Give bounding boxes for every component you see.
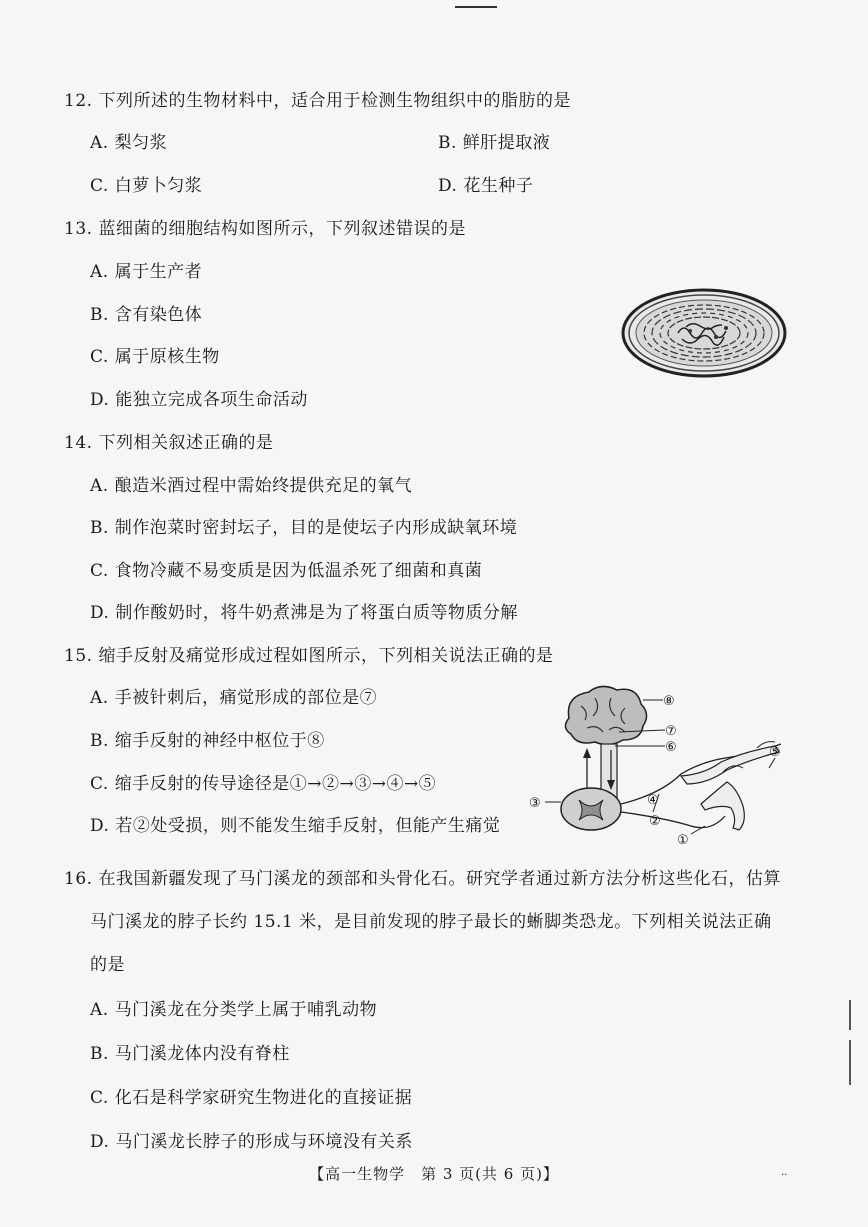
label-5: ⑤: [769, 745, 781, 760]
top-edge-mark: [455, 0, 497, 8]
question-14-option-b: B. 制作泡菜时密封坛子，目的是使坛子内形成缺氧环境: [90, 518, 518, 538]
reflex-arc-diagram: [525, 684, 795, 850]
question-13-option-c: C. 属于原核生物: [90, 347, 220, 367]
question-12-option-b: B. 鲜肝提取液: [438, 133, 551, 153]
question-13-option-a: A. 属于生产者: [90, 262, 203, 282]
scan-edge-mark: [849, 1000, 851, 1030]
label-7: ⑦: [665, 724, 677, 739]
question-13-stem: 13. 蓝细菌的细胞结构如图所示，下列叙述错误的是: [64, 219, 466, 239]
question-15-option-b: B. 缩手反射的神经中枢位于⑧: [90, 731, 325, 751]
label-8: ⑧: [663, 694, 675, 709]
scan-edge-mark: [849, 1040, 851, 1085]
question-14-option-c: C. 食物冷藏不易变质是因为低温杀死了细菌和真菌: [90, 561, 483, 581]
question-14-option-a: A. 酿造米酒过程中需始终提供充足的氧气: [90, 476, 413, 496]
question-14-stem: 14. 下列相关叙述正确的是: [64, 433, 274, 453]
label-1: ①: [677, 833, 689, 848]
footer-marks: ··: [781, 1170, 788, 1181]
label-3: ③: [529, 796, 541, 811]
question-12-option-a: A. 梨匀浆: [90, 133, 168, 153]
question-16-option-d: D. 马门溪龙长脖子的形成与环境没有关系: [90, 1132, 413, 1152]
question-15-option-d: D. 若②处受损，则不能发生缩手反射，但能产生痛觉: [90, 816, 501, 836]
question-15-option-c: C. 缩手反射的传导途径是①→②→③→④→⑤: [90, 774, 437, 794]
question-15-option-a: A. 手被针刺后，痛觉形成的部位是⑦: [90, 688, 378, 708]
question-12-stem: 12. 下列所述的生物材料中，适合用于检测生物组织中的脂肪的是: [64, 91, 571, 111]
question-16-stem-line-1: 16. 在我国新疆发现了马门溪龙的颈部和头骨化石。研究学者通过新方法分析这些化石，估算: [64, 869, 781, 889]
question-16-stem-line-3: 的是: [90, 955, 125, 975]
question-16-stem-line-2: 马门溪龙的脖子长约 15.1 米，是目前发现的脖子最长的蜥脚类恐龙。下列相关说法正确: [90, 912, 772, 932]
label-2: ②: [649, 814, 661, 829]
question-12-option-c: C. 白萝卜匀浆: [90, 176, 203, 196]
question-16-option-a: A. 马门溪龙在分类学上属于哺乳动物: [90, 1000, 378, 1020]
label-4: ④: [647, 793, 659, 808]
question-15-stem: 15. 缩手反射及痛觉形成过程如图所示，下列相关说法正确的是: [64, 646, 554, 666]
question-14-option-d: D. 制作酸奶时，将牛奶煮沸是为了将蛋白质等物质分解: [90, 603, 518, 623]
page-footer: 【高一生物学 第 3 页(共 6 页)】: [309, 1165, 559, 1183]
cyanobacteria-cell-diagram: [620, 287, 788, 379]
question-13-option-b: B. 含有染色体: [90, 305, 203, 325]
label-6: ⑥: [665, 740, 677, 755]
question-13-option-d: D. 能独立完成各项生命活动: [90, 390, 308, 410]
question-16-option-c: C. 化石是科学家研究生物进化的直接证据: [90, 1088, 413, 1108]
question-16-option-b: B. 马门溪龙体内没有脊柱: [90, 1044, 290, 1064]
question-12-option-d: D. 花生种子: [438, 176, 534, 196]
